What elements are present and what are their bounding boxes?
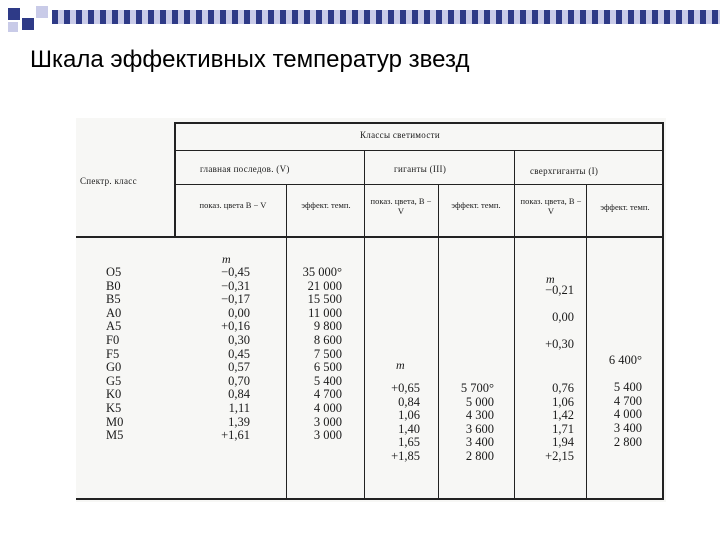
subheader-eff-temp-i: эффект. темп. (600, 202, 650, 212)
table-cell: 4 300 (465, 408, 494, 423)
header-square (8, 8, 20, 20)
giants-color-index-column (372, 382, 420, 464)
table-cell: M5 (106, 428, 124, 443)
table-cell: 1,06 (552, 394, 574, 409)
table-cell: 5 700° (460, 381, 494, 395)
subheader-color-index-iii: показ. цвета, B − V (370, 196, 432, 216)
table-cell: 2 800 (465, 448, 494, 463)
spectral-class-header: Спектр. класс (80, 176, 137, 186)
supergiants-temperature-column (596, 354, 642, 449)
supergiants-color-index-column-bottom (528, 382, 574, 464)
table-cell: 3 400 (465, 435, 494, 450)
rule (76, 498, 664, 500)
slide-title: Шкала эффективных температур звезд (30, 46, 470, 73)
table-cell: K5 (106, 400, 122, 415)
rule (76, 236, 664, 238)
table-cell: 1,40 (398, 421, 420, 436)
group-giants: гиганты (III) (394, 164, 447, 174)
table-cell: −0,31 (221, 278, 250, 293)
header-square (36, 6, 48, 18)
table-cell: 15 500 (307, 292, 342, 307)
unit-m-main: m (222, 252, 231, 266)
star-temperature-table (76, 118, 666, 502)
table-cell: +0,65 (391, 381, 420, 395)
subheader-color-index-i: показ. цвета, B − V (520, 196, 582, 216)
table-cell: −0,17 (221, 292, 250, 307)
table-cell: 0,00 (228, 305, 250, 320)
spectral-class-column (106, 266, 123, 443)
table-cell: +2,15 (545, 448, 574, 463)
decorative-header-bar (0, 0, 720, 42)
header-square (22, 18, 34, 30)
table-cell: B5 (106, 292, 121, 307)
rule (176, 184, 662, 185)
table-cell: 0,30 (228, 332, 250, 347)
table-cell: 5 000 (465, 394, 494, 409)
table-cell: 21 000 (307, 278, 342, 293)
table-cell: A0 (106, 305, 122, 320)
table-cell: 4 700 (613, 393, 642, 408)
rule (514, 151, 515, 499)
luminosity-classes-header: Классы светимости (360, 130, 440, 140)
table-cell: 5 400 (613, 380, 642, 395)
table-cell: 3 600 (465, 421, 494, 436)
header-square (8, 22, 18, 32)
table-cell: +0,30 (545, 337, 574, 352)
table-cell: −0,21 (545, 283, 574, 297)
table-cell: 1,11 (228, 400, 250, 415)
group-main-sequence: главная последов. (V) (200, 164, 290, 174)
table-cell: +1,61 (221, 428, 250, 443)
table-cell: 0,84 (398, 394, 420, 409)
table-cell: 4 000 (313, 400, 342, 415)
table-cell: 35 000° (302, 265, 342, 279)
header-stripe-band (52, 10, 720, 24)
rule (176, 150, 662, 151)
unit-m-giants: m (396, 358, 405, 372)
subheader-color-index-v: показ. цвета B − V (199, 200, 267, 210)
giants-temperature-column (446, 382, 494, 464)
rule (174, 122, 176, 236)
rule (364, 151, 365, 499)
table-cell: O5 (106, 265, 122, 279)
group-supergiants: сверхгиганты (I) (530, 166, 599, 176)
table-cell: 5 400 (313, 373, 342, 388)
subheader-eff-temp-iii: эффект. темп. (451, 200, 501, 210)
supergiants-color-index-column-top (528, 284, 574, 352)
table-cell: B0 (106, 278, 121, 293)
table-cell: 1,65 (398, 435, 420, 450)
table-cell: +0,16 (221, 319, 250, 334)
table-cell: 0,70 (228, 373, 250, 388)
table-cell: 1,42 (552, 408, 574, 423)
table-cell: 0,00 (552, 310, 574, 325)
rule (586, 185, 587, 499)
table-cell: −0,45 (221, 265, 250, 279)
table-cell: 6 400° (608, 353, 642, 367)
table-cell: 3 000 (313, 414, 342, 429)
table-cell: 11 000 (308, 305, 342, 320)
table-cell: 0,76 (552, 381, 574, 395)
table-cell: A5 (106, 319, 122, 334)
main-sequence-temperature-column (286, 266, 342, 443)
rule (174, 122, 662, 124)
table-cell: +1,85 (391, 448, 420, 463)
table-cell: 2 800 (613, 434, 642, 449)
rule (662, 122, 664, 500)
table-cell: 0,45 (228, 346, 250, 361)
table-cell: K0 (106, 387, 122, 402)
table-cell: F0 (106, 332, 120, 347)
main-sequence-color-index-column (200, 266, 250, 443)
table-cell: 9 800 (313, 319, 342, 334)
table-cell: 8 600 (313, 332, 342, 347)
table-cell: 7 500 (313, 346, 342, 361)
unit-m-supergiants: m (546, 272, 555, 286)
table-cell: 4 000 (613, 407, 642, 422)
table-cell: F5 (106, 346, 120, 361)
table-cell: 1,06 (398, 408, 420, 423)
table-cell: 1,71 (552, 421, 574, 436)
table-cell: G0 (106, 360, 122, 375)
rule (438, 185, 439, 499)
table-cell: 6 500 (313, 360, 342, 375)
table-cell: 0,84 (228, 387, 250, 402)
table-cell: 3 400 (613, 420, 642, 435)
table-cell: M0 (106, 414, 124, 429)
subheader-eff-temp-v: эффект. темп. (301, 200, 351, 210)
table-cell: 1,39 (228, 414, 250, 429)
table-cell: 1,94 (552, 435, 574, 450)
table-cell: G5 (106, 373, 122, 388)
table-cell: 0,57 (228, 360, 250, 375)
table-cell: 3 000 (313, 428, 342, 443)
table-cell: 4 700 (313, 387, 342, 402)
